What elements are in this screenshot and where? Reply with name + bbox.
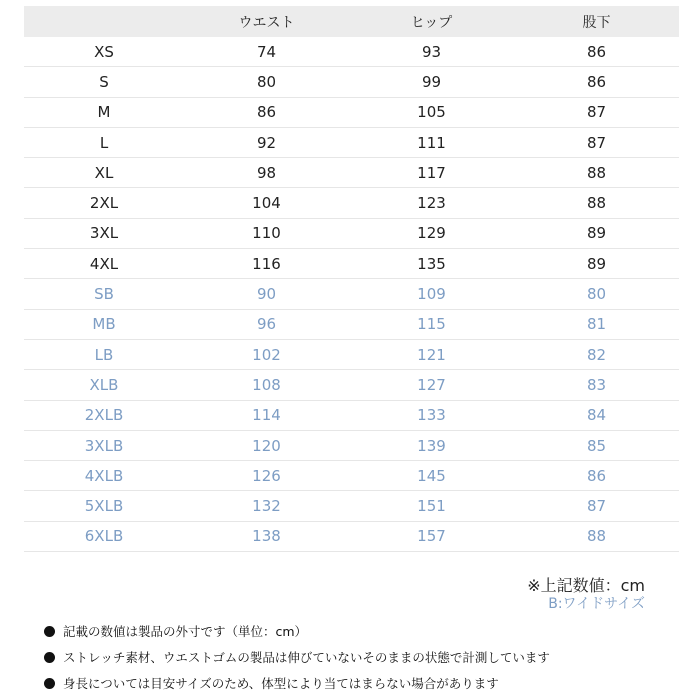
- note-text: 身長については目安サイズのため、体型により当てはまらない場合があります: [63, 676, 499, 691]
- table-row: [24, 310, 679, 340]
- header-waist: ウエスト: [238, 14, 295, 31]
- table-row: [24, 67, 679, 97]
- hip-cell: 157: [417, 527, 446, 546]
- hip-cell: 135: [417, 254, 446, 273]
- waist-cell: 104: [252, 194, 281, 213]
- size-cell: MB: [92, 315, 116, 334]
- inseam-cell: 89: [586, 254, 607, 273]
- waist-cell: 138: [252, 527, 281, 546]
- table-body: [24, 37, 679, 552]
- inseam-cell: 84: [586, 406, 607, 425]
- inseam-cell: 85: [586, 436, 607, 455]
- inseam-cell: 86: [586, 72, 607, 91]
- inseam-cell: 89: [586, 224, 607, 243]
- header-hip: ヒップ: [410, 14, 453, 31]
- hip-cell: 105: [417, 103, 446, 122]
- waist-cell: 120: [252, 436, 281, 455]
- waist-cell: 86: [256, 103, 277, 122]
- table-row: [24, 249, 679, 279]
- hip-cell: 129: [417, 224, 446, 243]
- inseam-cell: 87: [586, 103, 607, 122]
- inseam-cell: 82: [586, 345, 607, 364]
- size-cell: S: [99, 72, 109, 91]
- table-row: [24, 461, 679, 491]
- size-cell: 2XL: [89, 194, 119, 213]
- size-table: [24, 6, 679, 552]
- inseam-cell: 86: [586, 42, 607, 61]
- note-text: 記載の数値は製品の外寸です（単位：cm）: [63, 624, 308, 639]
- table-row: [24, 158, 679, 188]
- waist-cell: 126: [252, 466, 281, 485]
- waist-cell: 110: [252, 224, 281, 243]
- note-item: [44, 644, 550, 670]
- table-row: [24, 128, 679, 158]
- size-cell: 6XLB: [84, 527, 124, 546]
- note-text: ストレッチ素材、ウエストゴムの製品は伸びていないそのままの状態で計測しています: [63, 650, 550, 665]
- size-cell: 4XL: [89, 254, 119, 273]
- wide-size-note: B:ワイドサイズ: [548, 596, 645, 612]
- table-row: [24, 431, 679, 461]
- waist-cell: 102: [252, 345, 281, 364]
- waist-cell: 96: [256, 315, 277, 334]
- waist-cell: 132: [252, 497, 281, 516]
- size-cell: M: [97, 103, 111, 122]
- size-cell: XL: [94, 163, 114, 182]
- hip-cell: 115: [417, 315, 446, 334]
- table-row: [24, 98, 679, 128]
- hip-cell: 117: [417, 163, 446, 182]
- note-item: [44, 670, 550, 696]
- inseam-cell: 88: [586, 194, 607, 213]
- inseam-cell: 88: [586, 527, 607, 546]
- bullet-icon: [44, 626, 55, 637]
- size-cell: 3XLB: [84, 436, 124, 455]
- table-header: [24, 6, 679, 37]
- size-cell: XLB: [89, 375, 119, 394]
- table-row: [24, 37, 679, 67]
- hip-cell: 123: [417, 194, 446, 213]
- size-cell: 5XLB: [84, 497, 124, 516]
- size-cell: 2XLB: [84, 406, 124, 425]
- waist-cell: 116: [252, 254, 281, 273]
- size-cell: LB: [94, 345, 114, 364]
- note-item: [44, 618, 550, 644]
- notes-list: [44, 618, 550, 696]
- table-row: [24, 401, 679, 431]
- inseam-cell: 87: [586, 497, 607, 516]
- table-row: [24, 370, 679, 400]
- bullet-icon: [44, 652, 55, 663]
- hip-cell: 111: [417, 133, 446, 152]
- size-cell: 3XL: [89, 224, 119, 243]
- inseam-cell: 83: [586, 375, 607, 394]
- size-cell: SB: [94, 285, 114, 304]
- size-cell: 4XLB: [84, 466, 124, 485]
- waist-cell: 90: [256, 285, 277, 304]
- hip-cell: 127: [417, 375, 446, 394]
- table-row: [24, 219, 679, 249]
- inseam-cell: 87: [586, 133, 607, 152]
- waist-cell: 114: [252, 406, 281, 425]
- hip-cell: 93: [421, 42, 442, 61]
- waist-cell: 74: [256, 42, 277, 61]
- inseam-cell: 86: [586, 466, 607, 485]
- hip-cell: 99: [421, 72, 442, 91]
- header-inseam: 股下: [582, 14, 611, 31]
- table-row: [24, 340, 679, 370]
- inseam-cell: 81: [586, 315, 607, 334]
- hip-cell: 139: [417, 436, 446, 455]
- hip-cell: 133: [417, 406, 446, 425]
- table-row: [24, 522, 679, 552]
- unit-note: ※上記数値：cm: [527, 576, 645, 595]
- size-cell: L: [99, 133, 109, 152]
- hip-cell: 145: [417, 466, 446, 485]
- table-row: [24, 188, 679, 218]
- waist-cell: 108: [252, 375, 281, 394]
- table-row: [24, 491, 679, 521]
- waist-cell: 92: [256, 133, 277, 152]
- inseam-cell: 88: [586, 163, 607, 182]
- size-cell: XS: [94, 42, 114, 61]
- hip-cell: 151: [417, 497, 446, 516]
- waist-cell: 80: [256, 72, 277, 91]
- table-row: [24, 279, 679, 309]
- bullet-icon: [44, 678, 55, 689]
- waist-cell: 98: [256, 163, 277, 182]
- hip-cell: 109: [417, 285, 446, 304]
- inseam-cell: 80: [586, 285, 607, 304]
- hip-cell: 121: [417, 345, 446, 364]
